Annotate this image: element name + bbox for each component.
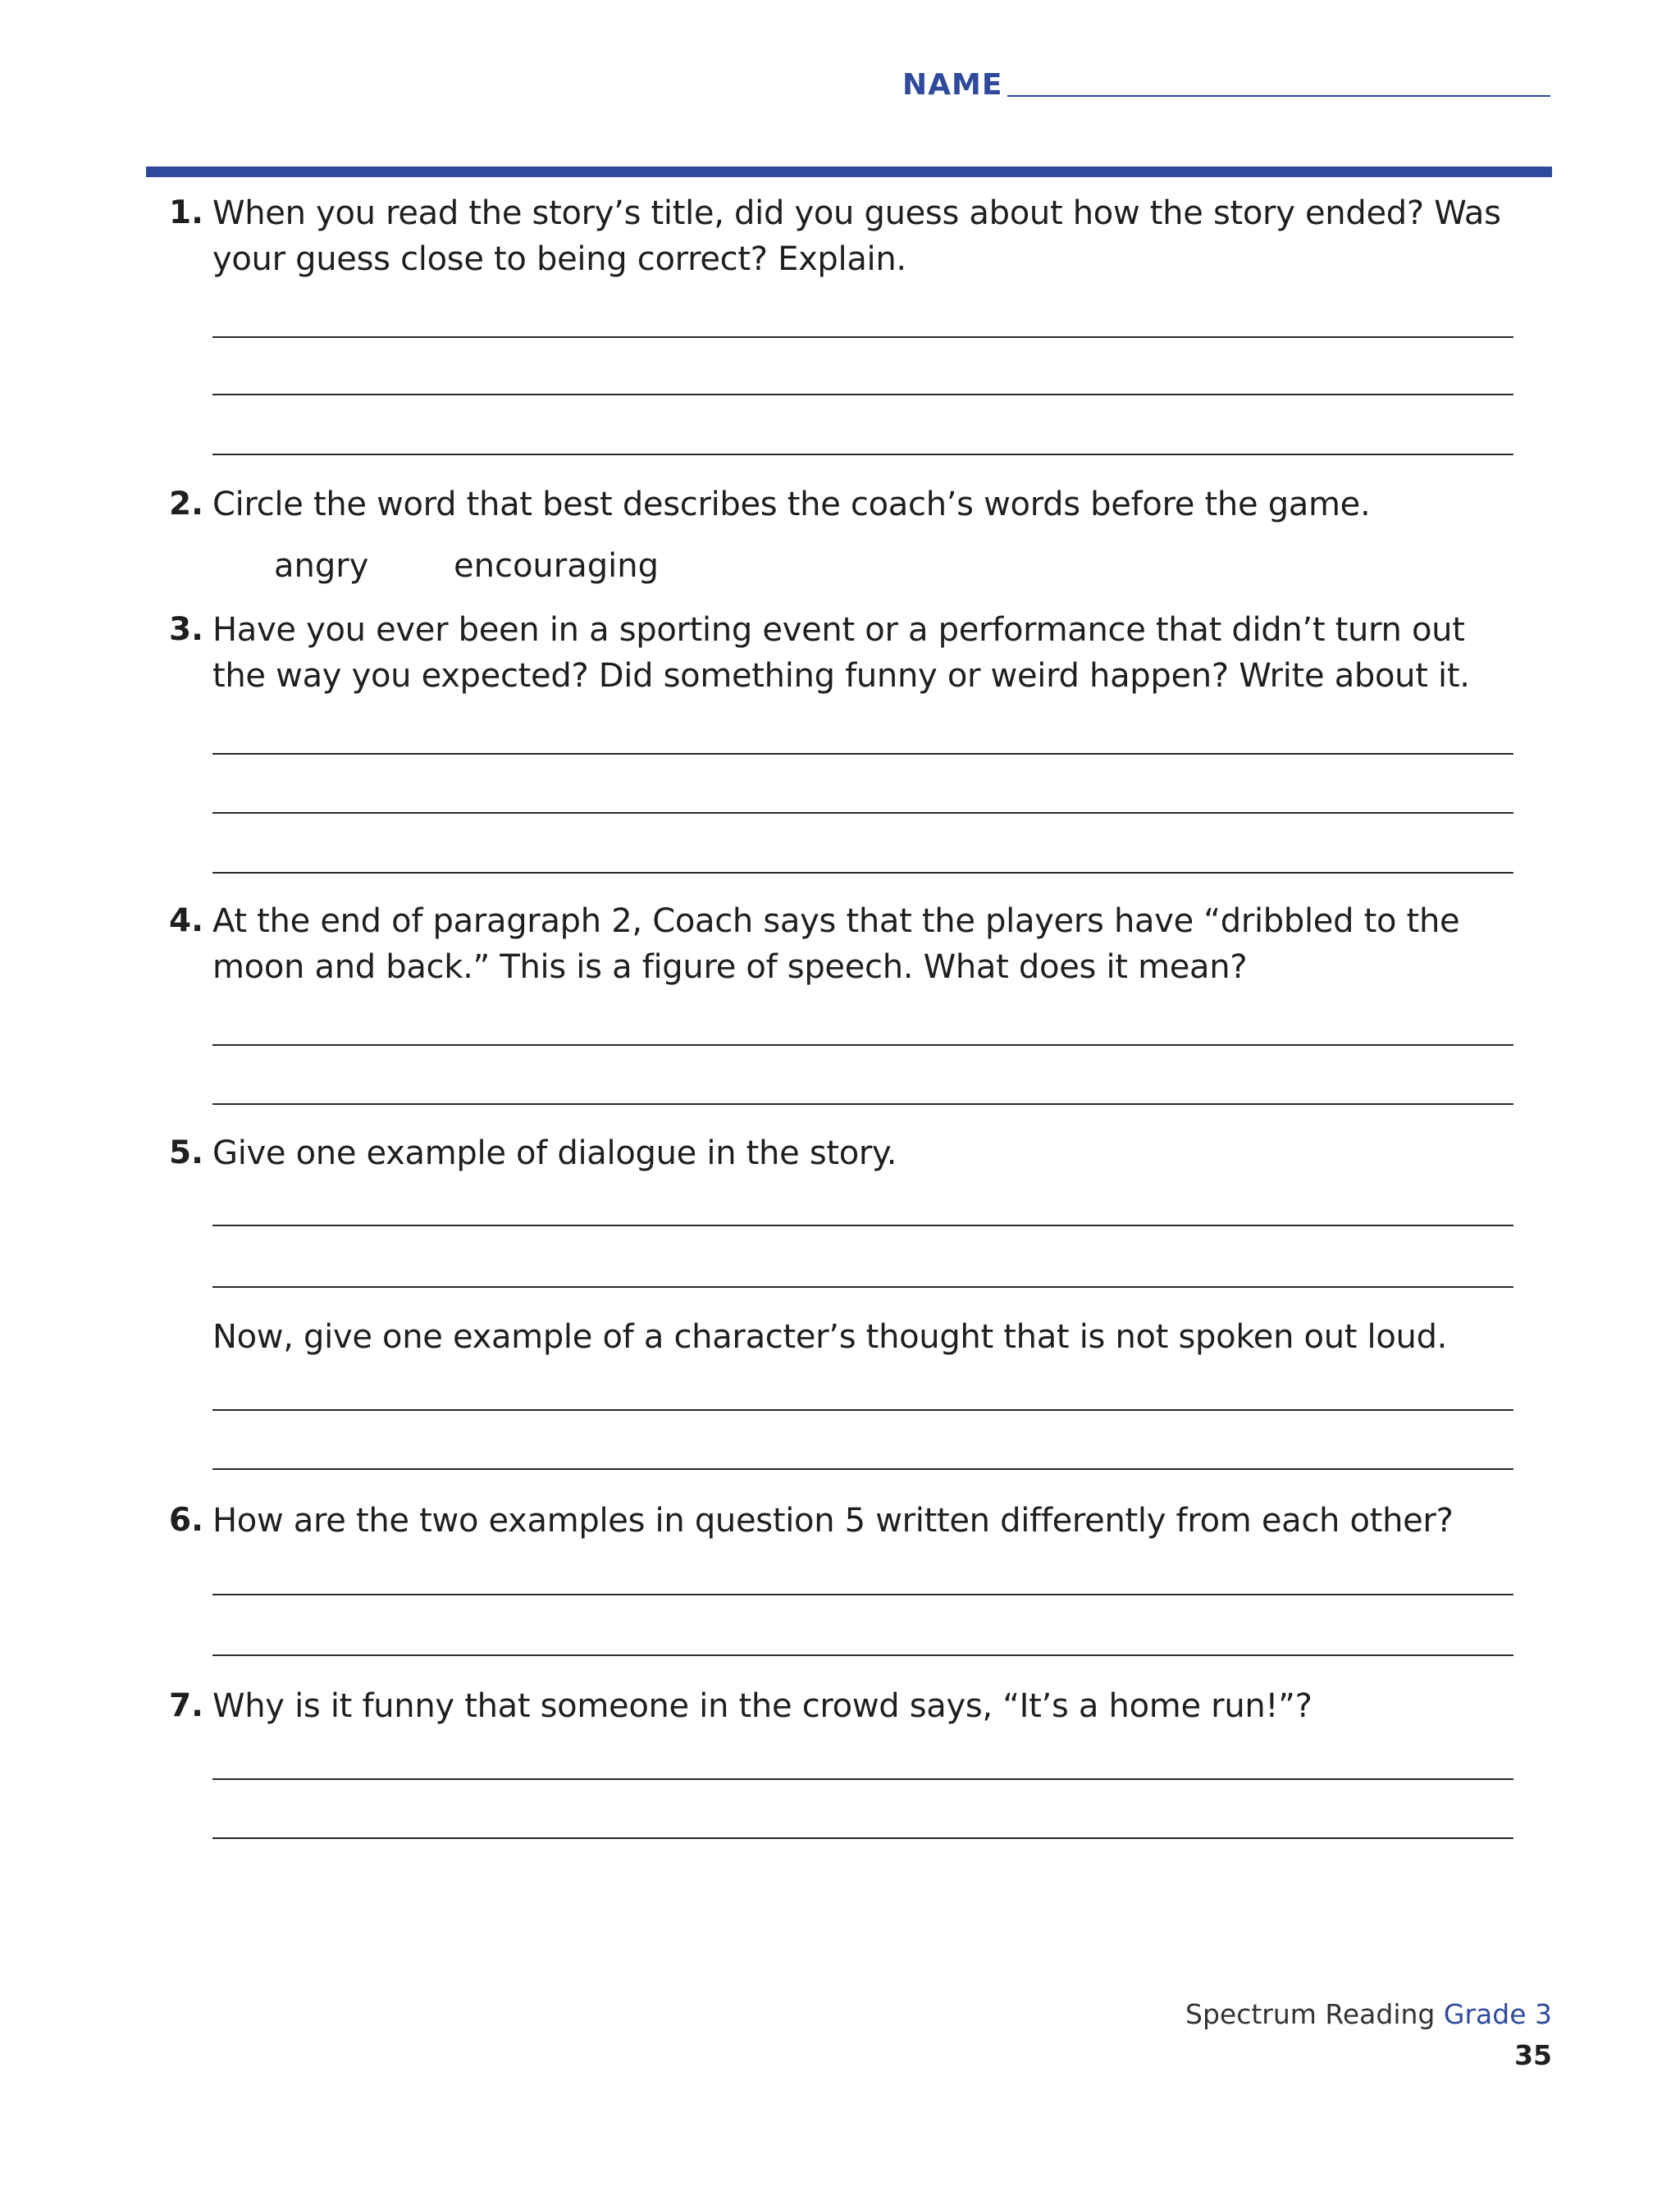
question-2-number: 2. <box>169 486 203 523</box>
question-6-number: 6. <box>169 1502 203 1539</box>
footer-series <box>1185 1997 1552 2032</box>
answer-line[interactable] <box>212 336 1513 338</box>
choice-encouraging[interactable]: encouraging <box>454 547 659 585</box>
question-2-text: Circle the word that best describes the coach’s words before the game. <box>212 486 1371 523</box>
answer-line[interactable] <box>212 1286 1513 1288</box>
answer-line[interactable] <box>212 1468 1513 1470</box>
answer-line[interactable] <box>212 394 1513 395</box>
question-5-followup: Now, give one example of a character’s thought that is not spoken out loud. <box>212 1318 1448 1356</box>
answer-line[interactable] <box>212 1654 1513 1656</box>
question-4-number: 4. <box>169 902 203 939</box>
answer-line[interactable] <box>212 454 1513 455</box>
question-3-text: Have you ever been in a sporting event or a performance that didn’t turn out the way you expected? Did something funny or weird happen? Write about it. <box>212 611 1470 695</box>
header-rule <box>146 167 1552 177</box>
answer-line[interactable] <box>212 1594 1513 1595</box>
question-1-text: When you read the story’s title, did you guess about how the story ended? Was your guess close to being correct? Explain. <box>212 194 1501 278</box>
question-3-number: 3. <box>169 611 203 648</box>
question-1-number: 1. <box>169 194 203 231</box>
question-4-text: At the end of paragraph 2, Coach says that the players have “dribbled to the moon and back.” This is a figure of speech. What does it mean? <box>212 902 1460 986</box>
answer-line[interactable] <box>212 1837 1513 1839</box>
question-6-text: How are the two examples in question 5 written differently from each other? <box>212 1502 1454 1540</box>
question-7-number: 7. <box>169 1687 203 1724</box>
footer-grade: Grade 3 <box>1443 1998 1552 2030</box>
name-field-line[interactable] <box>1007 95 1550 97</box>
question-7-text: Why is it funny that someone in the crowd says, “It’s a home run!”? <box>212 1687 1312 1725</box>
name-label: NAME <box>902 68 1003 102</box>
answer-line[interactable] <box>212 1044 1513 1046</box>
question-5-number: 5. <box>169 1134 203 1171</box>
answer-line[interactable] <box>212 753 1513 755</box>
answer-line[interactable] <box>212 1778 1513 1780</box>
footer-series-name: Spectrum Reading <box>1185 1998 1436 2030</box>
answer-line[interactable] <box>212 872 1513 874</box>
question-5-text: Give one example of dialogue in the story. <box>212 1134 897 1172</box>
choice-angry[interactable]: angry <box>274 547 369 585</box>
answer-line[interactable] <box>212 1103 1513 1105</box>
page-number: 35 <box>1514 2039 1552 2071</box>
answer-line[interactable] <box>212 1225 1513 1226</box>
answer-line[interactable] <box>212 1409 1513 1411</box>
answer-line[interactable] <box>212 812 1513 814</box>
